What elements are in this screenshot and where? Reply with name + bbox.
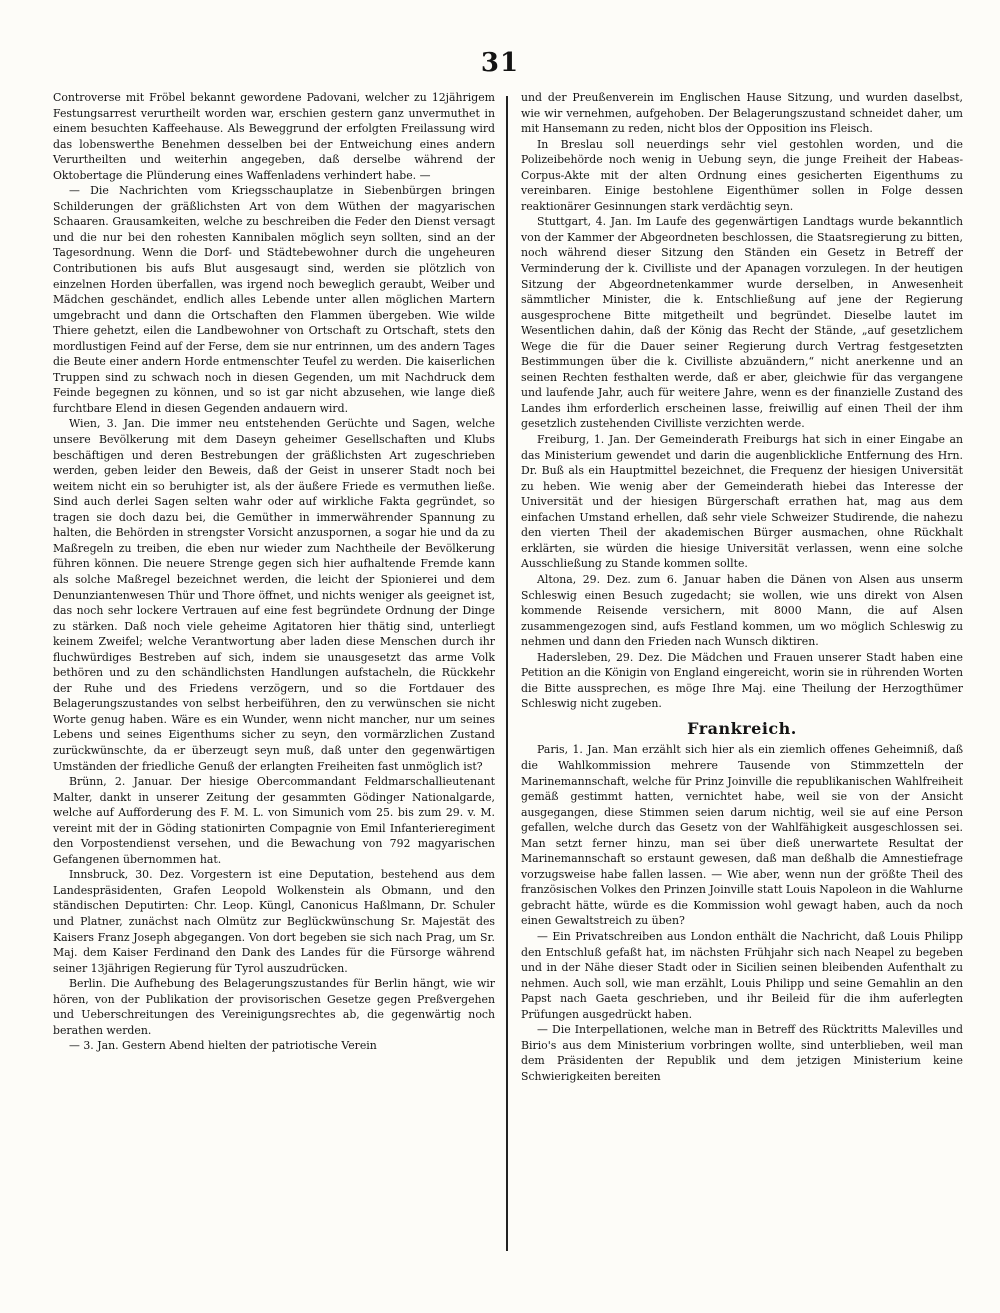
article-paragraph: Altona, 29. Dez. zum 6. Januar haben die Dänen von Alsen aus unserm Schleswig einen Besuch zugedacht; sie wollen, wie uns direkt von Alsen kommende Reisende versichern, mit 8000 Mann, die auf Alsen zusammengezogen sind, aufs Festland kommen, um wo möglich Schleswig zu nehmen und dann den Frieden nach Wunsch diktiren. (521, 572, 963, 649)
article-paragraph: und der Preußenverein im Englischen Hause Sitzung, und wurden daselbst, wie wir vernehmen, aufgehoben. Der Belagerungszustand schneidet daher, um mit Hansemann zu reden, nicht blos der Opposition ins Fleisch. (521, 91, 963, 136)
article-paragraph: Controverse mit Fröbel bekannt gewordene Padovani, welcher zu 12jährigem Festungsarrest verurtheilt worden war, erschien gestern ganz unvermuthet in einem besuchten Kaffeehause. Als Beweggrund der erfolgten Freilassung wird das lobenswerthe Benehmen desselben bei der Entweichung eines andern Verurtheilten und weiterhin angegeben, daß derselbe während der Oktobertage die Plünderung eines Waffenladens verhindert habe. — (53, 91, 495, 182)
article-paragraph: Berlin. Die Aufhebung des Belagerungszustandes für Berlin hängt, wie wir hören, von der Publikation der provisorischen Gesetze gegen Preßvergehen und Ueberschreitungen des Vereinigungsrechtes ab, die gegenwärtig noch berathen werden. (53, 977, 495, 1037)
column-divider (506, 96, 508, 1251)
article-paragraph: — 3. Jan. Gestern Abend hielten der patriotische Verein (69, 1039, 377, 1053)
article-paragraph: Hadersleben, 29. Dez. Die Mädchen und Frauen unserer Stadt haben eine Petition an die Königin von England eingereicht, worin sie in rührenden Worten die Bitte aussprechen, es möge Ihre Maj. eine Theilung der Herzogthümer Schleswig nicht zugeben. (521, 650, 963, 711)
article-paragraph: — Die Nachrichten vom Kriegsschauplatze in Siebenbürgen bringen Schilderungen der gräßlichsten Art von dem Wüthen der magyarischen Schaaren. Grausamkeiten, welche zu beschreiben die Feder den Dienst versagt und die nur bei den rohesten Kannibalen möglich seyn sollten, sind an der Tagesordnung. Wenn die Dorf- und Städtebewohner durch die ungeheuren Contributionen bis aufs Blut ausgesaugt sind, werden sie plötzlich von einzelnen Horden überfallen, was irgend noch beweglich geraubt, Weiber und Mädchen geschändet, endlich alles Lebende unter allen möglichen Martern umgebracht und dann die Ortschaften den Flammen übergeben. Wie wilde Thiere gehetzt, eilen die Landbewohner von Ortschaft zu Ortschaft, stets den mordlustigen Feind auf der Ferse, dem sie nur entrinnen, um des andern Tages die Beute einer andern Horde entmenschter Teufel zu werden. Die kaiserlichen Truppen sind zu schwach noch in diesen Gegenden, um mit Nachdruck dem Feinde begegnen zu können, und so ist gar nicht abzusehen, wie lange dieß furchtbare Elend in diesen Gegenden andauern wird. (53, 184, 495, 415)
right-column (521, 90, 963, 1084)
article-paragraph: Freiburg, 1. Jan. Der Gemeinderath Freiburgs hat sich in einer Eingabe an das Ministerium gewendet und darin die augenblickliche Entfernung des Hrn. Dr. Buß als ein Hauptmittel bezeichnet, die Frequenz der hiesigen Universität zu heben. Wie wenig aber der Gemeinderath hiebei das Interesse der Universität und der hiesigen Bürgerschaft errathen hat, mag aus dem einfachen Umstand erhellen, daß sehr viele Schweizer Studirende, die nahezu den vierten Theil der akademischen Bürger ausmachen, ohne Rückhalt erklärten, sie würden die hiesige Universität verlassen, wenn eine solche Ausschließung zu Stande kommen sollte. (521, 433, 963, 571)
section-heading: Frankreich. (687, 718, 797, 738)
article-paragraph: Stuttgart, 4. Jan. Im Laufe des gegenwärtigen Landtags wurde bekanntlich von der Kammer der Abgeordneten beschlossen, die Staatsregierung zu bitten, noch während dieser Sitzung den Ständen ein Gesetz in Betreff der Verminderung der k. Civilliste und der Apanagen vorzulegen. In der heutigen Sitzung der Abgeordnetenkammer wurde derselben, in Anwesenheit sämmtlicher Minister, die k. Entschließung auf jene der Regierung ausgesprochene Bitte mitgetheilt und begründet. Dieselbe lautet im Wesentlichen dahin, daß der König das Recht der Stände, „auf gesetzlichem Wege die für die Dauer seiner Regierung durch Vertrag festgesetzten Bestimmungen über die k. Civilliste abzuändern,“ nicht anerkenne und an seinen Rechten festhalten werde, daß er aber, gleichwie für das vergangene und laufende Jahr, auch für weitere Jahre, wenn es der finanzielle Zustand des Landes ihm erforderlich erscheinen lasse, freiwillig auf einen Theil der ihm gesetzlich zustehenden Civilliste verzichten werde. (521, 215, 963, 431)
article-paragraph: — Die Interpellationen, welche man in Betreff des Rücktritts Malevilles und Birio's aus dem Ministerium vorbringen wollte, sind unterblieben, weil man dem Präsidenten der Republik und dem jetzigen Ministerium keine Schwierigkeiten bereiten (521, 1023, 963, 1083)
article-paragraph: Paris, 1. Jan. Man erzählt sich hier als ein ziemlich offenes Geheimniß, daß die Wahlkommission mehrere Tausende von Stimmzetteln der Marinemannschaft, welche für Prinz Joinville die republikanischen Wahlfreiheit gemäß gestimmt hatten, vernichtet habe, weil sie von der Ansicht ausgegangen, diese Stimmen seien darum nichtig, weil sie auf eine Person gefallen, welche durch das Gesetz von der Wahlfähigkeit ausgeschlossen sei. Man setzt ferner hinzu, man sei über dieß unerwartete Resultat der Marinemannschaft so erstaunt gewesen, daß man deßhalb die Amnestiefrage vorzugsweise habe fallen lassen. — Wie aber, wenn nun der größte Theil des französischen Volkes den Prinzen Joinville statt Louis Napoleon in die Wahlurne gebracht hätte, würde es die Kommission wohl gewagt haben, auch da noch einen Gewaltstreich zu üben? (521, 743, 963, 928)
article-paragraph: Brünn, 2. Januar. Der hiesige Obercommandant Feldmarschallieutenant Malter, dankt in unserer Zeitung der gesammten Gödinger Nationalgarde, welche auf Aufforderung des F. M. L. von Simunich vom 25. bis zum 29. v. M. vereint mit der in Göding stationirten Compagnie von Emil Infanterieregiment den Vorpostendienst versehen, und die Bewachung von 792 magyarischen Gefangenen übernommen hat. (53, 775, 495, 866)
article-paragraph: Wien, 3. Jan. Die immer neu entstehenden Gerüchte und Sagen, welche unsere Bevölkerung mit dem Daseyn geheimer Gesellschaften und Klubs beschäftigen und deren Bestrebungen der gräßlichsten Art zugeschrieben werden, geben leider den Beweis, daß der Geist in unserer Stadt noch bei weitem nicht ein so beruhigter ist, als der äußere Friede es vermuthen ließe. Sind auch derlei Sagen selten wahr oder auf wirkliche Fakta gegründet, so tragen sie doch dazu bei, die Gemüther in immerwährender Spannung zu halten, die Behörden in strengster Vorsicht anzuspornen, a sogar hie und da zu Maßregeln zu treiben, die eben nur wieder zum Nachtheile der Bevölkerung führen können. Die neuere Strenge gegen sich hier aufhaltende Fremde kann als solche Maßregel bezeichnet werden, die leicht der Spionierei und dem Denunziantenwesen Thür und Thore öffnet, und nichts weniger als geeignet ist, das noch sehr lockere Vertrauen auf eine fest begründete Ordnung der Dinge zu stärken. Daß noch viele geheime Agitatoren hier thätig sind, unterliegt keinem Zweifel; welche Verantwortung aber laden diese Menschen durch ihr fluchwürdiges Bestreben auf sich, indem sie unausgesetzt das arme Volk bethören und zu den schändlichsten Handlungen aufstacheln, die Rückkehr der Ruhe und des Friedens verzögern, und so die Fortdauer des Belagerungszustandes von selbst herbeiführen, den zu verwünschen sie nicht Worte genug haben. Wäre es ein Wunder, wenn nicht mancher, nur um seines Lebens und seines Eigenthums sicher zu seyn, den vormärzlichen Zustand zurückwünschte, da er überzeugt seyn muß, daß unter den gegenwärtigen Umständen der friedliche Genuß der erlangten Freiheiten fast unmöglich ist? (53, 417, 495, 773)
article-paragraph: — Ein Privatschreiben aus London enthält die Nachricht, daß Louis Philipp den Entschluß gefaßt hat, im nächsten Frühjahr sich nach Neapel zu begeben und in der Nähe dieser Stadt oder in Sicilien seinen bleibenden Aufenthalt zu nehmen. Auch soll, wie man erzählt, Louis Philipp und seine Gemahlin an den Papst nach Gaeta geschrieben, und ihr Beileid für die ihm auferlegten Prüfungen ausgedrückt haben. (521, 929, 963, 1021)
article-paragraph: Innsbruck, 30. Dez. Vorgestern ist eine Deputation, bestehend aus dem Landespräsidenten, Grafen Leopold Wolkenstein als Obmann, und den ständischen Deputirten: Chr. Leop. Küngl, Canonicus Haßlmann, Dr. Schuler und Platner, zunächst nach Olmütz zur Beglückwünschung Sr. Majestät des Kaisers Franz Joseph abgegangen. Von dort begeben sie sich nach Prag, um Sr. Maj. dem Kaiser Ferdinand den Dank des Landes für die Fürsorge während seiner 13jährigen Regierung für Tyrol auszudrücken. (53, 868, 495, 975)
article-paragraph: In Breslau soll neuerdings sehr viel gestohlen worden, und die Polizeibehörde noch wenig in Uebung seyn, die junge Freiheit der Habeas-Corpus-Akte mit der alten Ordnung eines gesicherten Eigenthums zu vereinbaren. Einige bestohlene Eigenthümer sollen in Folge dessen reaktionärer Gesinnungen stark verdächtig seyn. (521, 137, 963, 213)
left-column (53, 90, 495, 1054)
page-number: 31 (480, 48, 520, 78)
